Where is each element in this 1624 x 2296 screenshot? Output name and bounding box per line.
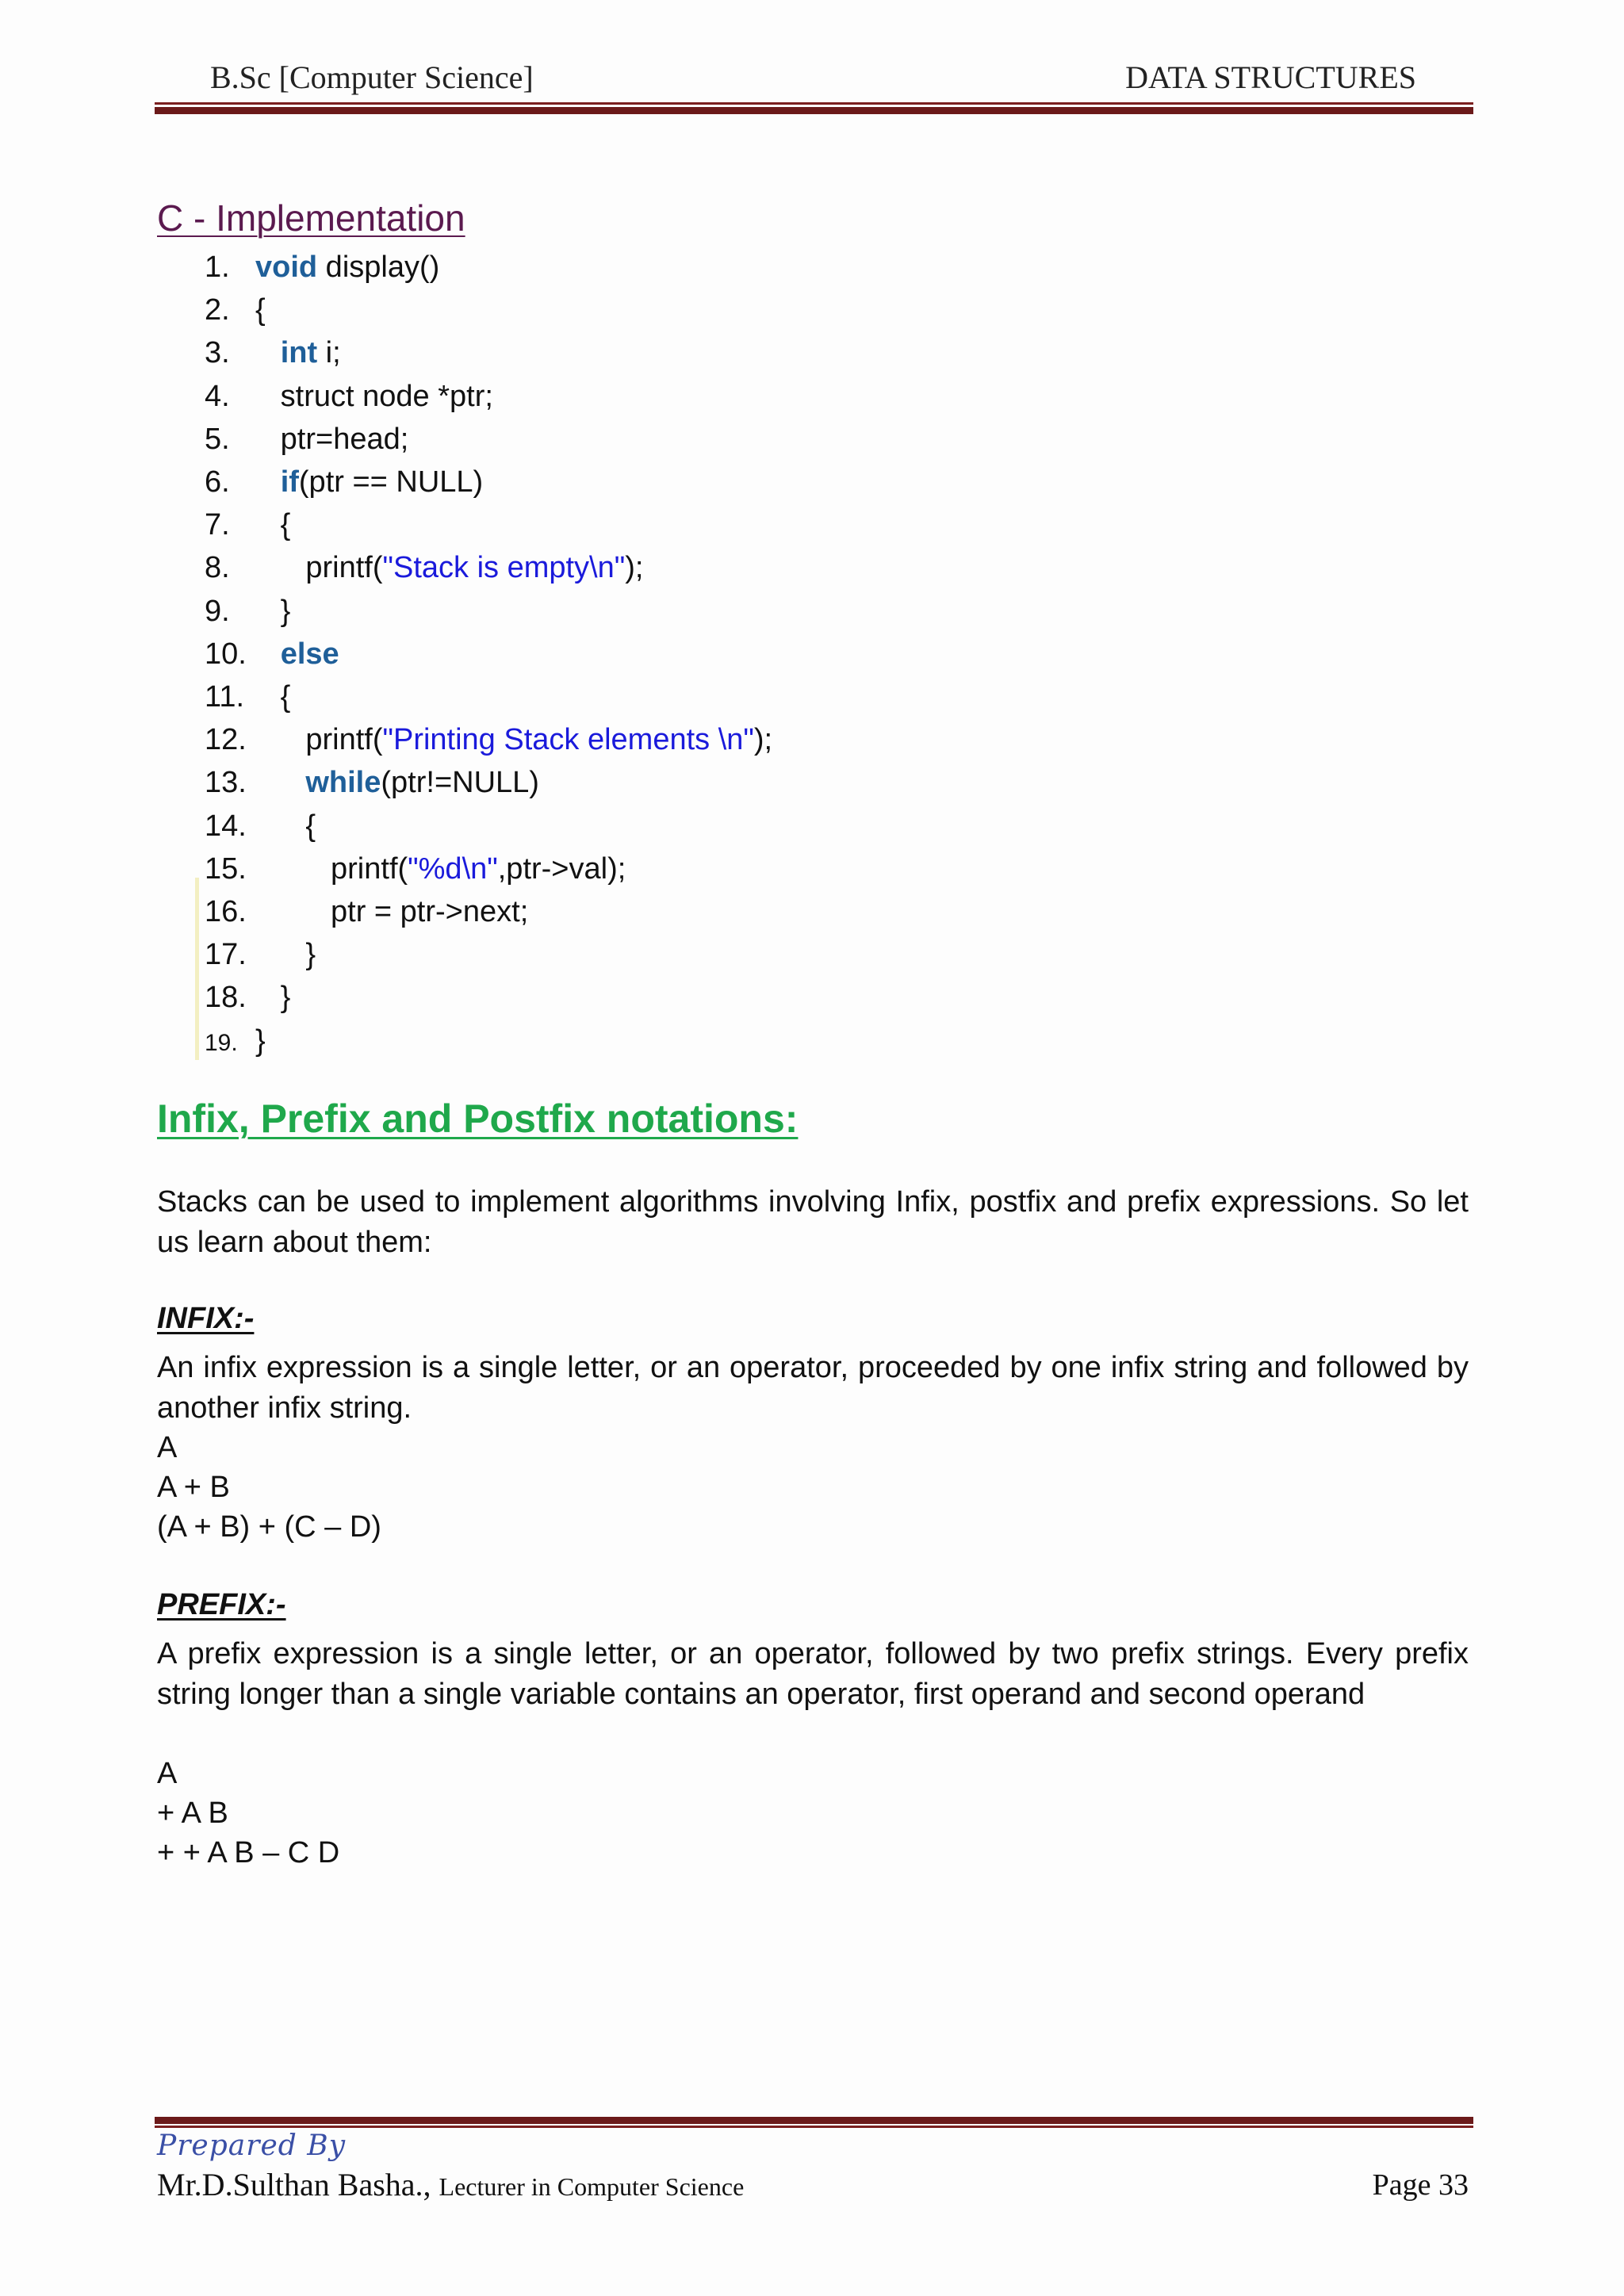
code-line-number: 9.	[205, 595, 230, 628]
code-text: {	[255, 293, 266, 327]
code-line	[205, 590, 290, 633]
code-line-number: 19.	[205, 1030, 238, 1056]
header-rule-thin	[155, 102, 1473, 105]
code-line	[205, 418, 408, 461]
code-line	[205, 461, 483, 503]
code-string: "%d\n"	[408, 852, 498, 886]
footer-rule-thin	[155, 2126, 1473, 2128]
code-text: i;	[317, 336, 341, 369]
code-line-number: 16.	[205, 895, 247, 928]
code-text	[255, 336, 281, 369]
code-keyword: int	[280, 336, 318, 369]
code-line	[205, 546, 643, 589]
code-text: display()	[317, 251, 440, 284]
code-line	[205, 675, 290, 718]
code-line	[205, 976, 290, 1019]
code-line-number: 3.	[205, 336, 230, 369]
prefix-description: A prefix expression is a single letter, or an operator, followed by two prefix strings. Every prefix string longer than a single variable contains an operator, first operand and second operand	[157, 1637, 1469, 1711]
infix-description: An infix expression is a single letter, or an operator, proceeded by one infix string and followed by another infix string.	[157, 1351, 1469, 1425]
prefix-example: + A B	[157, 1797, 228, 1830]
code-line-number: 12.	[205, 723, 247, 756]
code-keyword: while	[305, 766, 381, 799]
code-text: (ptr == NULL)	[298, 465, 484, 499]
code-text: (ptr!=NULL)	[381, 766, 539, 799]
infix-example: A + B	[157, 1471, 230, 1504]
author-line	[157, 2166, 744, 2203]
code-line-number: 14.	[205, 809, 247, 843]
code-string: "Stack is empty\n"	[382, 551, 626, 584]
code-text: }	[255, 981, 291, 1014]
code-gutter-highlight	[195, 878, 199, 1060]
code-line	[205, 503, 290, 546]
code-text	[255, 766, 305, 799]
prefix-title: PREFIX:-	[157, 1588, 286, 1621]
page-number: Page 33	[1372, 2168, 1469, 2202]
code-line-number: 1.	[205, 251, 230, 284]
code-line	[205, 718, 772, 761]
code-line-number: 6.	[205, 465, 230, 499]
code-text	[255, 465, 281, 499]
code-line	[205, 246, 439, 289]
code-keyword: if	[280, 465, 299, 499]
code-line-number: 17.	[205, 938, 247, 971]
code-string: "Printing Stack elements \n"	[382, 723, 754, 756]
infix-example: (A + B) + (C – D)	[157, 1510, 381, 1544]
code-line	[205, 331, 341, 374]
infix-title: INFIX:-	[157, 1302, 255, 1335]
code-line	[205, 1020, 266, 1062]
code-line	[205, 375, 493, 418]
code-text: ptr = ptr->next;	[255, 895, 529, 928]
code-line-number: 15.	[205, 852, 247, 886]
prefix-example: + + A B – C D	[157, 1836, 340, 1869]
author-name: Mr.D.Sulthan Basha.,	[157, 2167, 431, 2202]
code-line	[205, 633, 339, 675]
code-line	[205, 933, 316, 976]
code-keyword: void	[255, 251, 318, 284]
code-text: }	[255, 938, 316, 971]
notations-intro: Stacks can be used to implement algorithms involving Infix, postfix and prefix expressions. So let us learn about them:	[157, 1185, 1469, 1259]
code-line-number: 7.	[205, 508, 230, 541]
header-subject: DATA STRUCTURES	[1125, 59, 1416, 95]
code-line-number: 5.	[205, 423, 230, 456]
code-text: printf(	[255, 723, 383, 756]
code-line-number: 4.	[205, 380, 230, 413]
code-section-title: C - Implementation	[157, 197, 465, 239]
code-text: printf(	[255, 551, 383, 584]
prefix-example: A	[157, 1757, 178, 1790]
code-line-number: 11.	[205, 680, 245, 714]
prepared-by-label: Prepared By	[157, 2130, 347, 2162]
header-course: B.Sc [Computer Science]	[210, 59, 534, 95]
code-text: );	[753, 723, 773, 756]
author-role: Lecturer in Computer Science	[439, 2172, 745, 2201]
header-rule-thick	[155, 107, 1473, 114]
infix-example: A	[157, 1431, 178, 1464]
code-text: printf(	[255, 852, 408, 886]
code-text: );	[625, 551, 644, 584]
code-text: {	[255, 680, 291, 714]
code-keyword: else	[280, 637, 339, 671]
code-text: }	[255, 1024, 266, 1058]
code-text: ptr=head;	[255, 423, 409, 456]
code-text: {	[255, 508, 291, 541]
code-text: struct node *ptr;	[255, 380, 493, 413]
code-line-number: 13.	[205, 766, 247, 799]
code-text: {	[255, 809, 316, 843]
code-text	[255, 637, 281, 671]
code-line	[205, 289, 266, 331]
code-line-number: 18.	[205, 981, 247, 1014]
code-line-number: 2.	[205, 293, 230, 327]
code-line-number: 10.	[205, 637, 247, 671]
code-line	[205, 848, 626, 890]
notations-heading: Infix, Prefix and Postfix notations:	[157, 1096, 799, 1141]
code-line	[205, 890, 528, 933]
code-text: }	[255, 595, 291, 628]
code-line	[205, 805, 316, 848]
code-text: ,ptr->val);	[497, 852, 626, 886]
footer-rule-thick	[155, 2117, 1473, 2124]
code-line	[205, 761, 539, 804]
code-line-number: 8.	[205, 551, 230, 584]
